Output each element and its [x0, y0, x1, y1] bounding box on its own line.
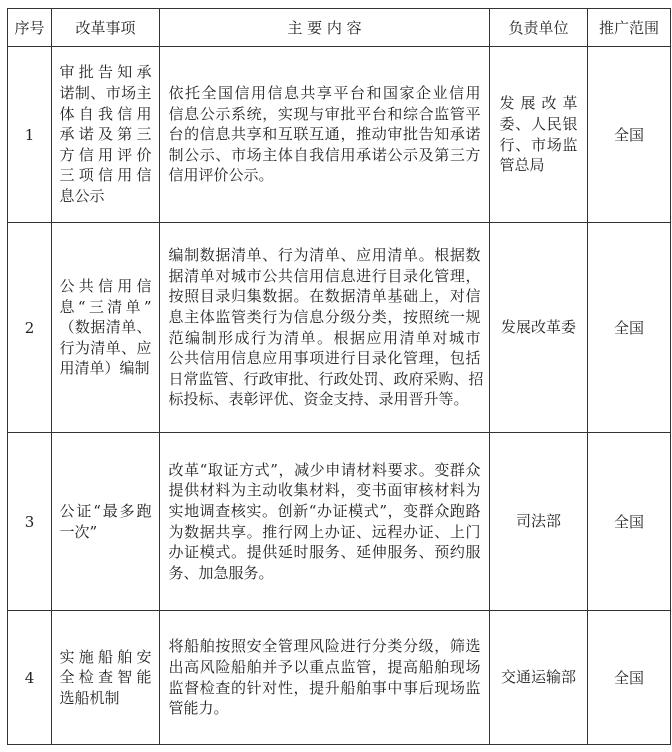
promotion-scope: 全国	[588, 223, 671, 433]
header-no: 序号	[8, 9, 52, 47]
responsible-dept	[490, 223, 588, 433]
main-content	[160, 433, 490, 611]
text-line: 管总局	[499, 156, 545, 175]
text-line: 发展改革委	[500, 318, 576, 337]
table-row	[8, 433, 671, 611]
text-line: 办证模式。提供延时服务、延伸服务、预约服	[168, 543, 481, 562]
reform-item	[52, 47, 160, 223]
text-line: 公证“最多跑	[59, 501, 152, 520]
text-line: （数据清单、	[59, 318, 152, 337]
text-line: 息“三清单”	[59, 297, 152, 316]
text-line: 管能力。	[168, 699, 229, 718]
text-line: 公共信用信息应用事项进行目录化管理，包括	[168, 349, 481, 368]
responsible-dept-lines	[500, 93, 578, 175]
header-dept: 负责单位	[490, 9, 588, 47]
table-row	[8, 47, 671, 223]
main-content-lines	[169, 460, 481, 584]
text-line: 提供材料为主动收集材料，变书面审核材料为	[168, 481, 481, 500]
main-content-lines	[169, 83, 481, 186]
text-line: 息主体监管类行为信息分级分类，按照统一规	[168, 307, 481, 326]
text-line: 体自我信用	[59, 104, 152, 123]
text-line: 实施船舶安	[59, 647, 152, 666]
reform-item-lines	[60, 62, 152, 206]
text-line: 交通运输部	[500, 668, 576, 687]
responsible-dept	[490, 611, 588, 745]
responsible-dept-lines	[500, 317, 578, 338]
text-line: 出高风险船舶并予以重点监管，提高船舶现场	[168, 657, 481, 676]
text-line: 据清单对城市公共信用信息进行目录化管理，	[168, 266, 481, 285]
text-line: 审批告知承	[59, 63, 152, 82]
header-scope: 推广范围	[588, 9, 671, 47]
reform-item	[52, 611, 160, 745]
text-line: 制公示、市场主体自我信用承诺公示及第三方	[168, 145, 481, 164]
text-line: 编制数据清单、行为清单、应用清单。根据数	[168, 246, 481, 265]
row-number: 4	[8, 611, 52, 745]
text-line: 承诺及第三	[59, 125, 152, 144]
header-item: 改革事项	[52, 9, 160, 47]
text-line: 按照目录归集数据。在数据清单基础上，对信	[168, 287, 481, 306]
row-number: 1	[8, 47, 52, 223]
text-line: 一次”	[59, 522, 98, 541]
header-row	[8, 9, 671, 47]
main-content	[160, 611, 490, 745]
text-line: 三项信用信	[59, 166, 152, 185]
text-line: 行为清单、应	[59, 338, 152, 357]
promotion-scope: 全国	[588, 47, 671, 223]
reform-item	[52, 223, 160, 433]
text-line: 日常监管、行政审批、行政处罚、政府采购、招	[168, 369, 484, 388]
main-content	[160, 223, 490, 433]
text-line: 监督检查的针对性，提升船舶事中事后现场监	[168, 678, 481, 697]
promotion-scope: 全国	[588, 433, 671, 611]
text-line: 信用评价公示。	[168, 166, 274, 185]
text-line: 息公示	[59, 186, 105, 205]
reform-item-lines	[60, 647, 152, 709]
text-line: 公共信用信	[59, 277, 152, 296]
reform-item	[52, 433, 160, 611]
text-line: 实地调查核实。创新“办证模式”，变群众跑路	[168, 501, 481, 520]
text-line: 范编制形成行为清单。根据应用清单对城市	[168, 328, 481, 347]
text-line: 务、加急服务。	[168, 563, 274, 582]
row-number: 3	[8, 433, 52, 611]
text-line: 用清单）编制	[59, 359, 150, 378]
text-line: 将船舶按照安全管理风险进行分类分级，筛选	[168, 637, 481, 656]
text-line: 委、人民银	[499, 114, 578, 133]
text-line: 发展改革	[499, 94, 578, 113]
text-line: 司法部	[515, 512, 561, 531]
reform-item-lines	[60, 276, 152, 379]
text-line: 方信用评价	[59, 145, 152, 164]
responsible-dept-lines	[500, 511, 578, 532]
responsible-dept	[490, 47, 588, 223]
text-line: 台的信息共享和互联互通，推动审批告知承诺	[168, 125, 481, 144]
row-number: 2	[8, 223, 52, 433]
text-line: 诺制、市场主	[59, 84, 152, 103]
main-content-lines	[168, 245, 484, 410]
text-line: 选船机制	[59, 688, 120, 707]
text-line: 行、市场监	[499, 135, 578, 154]
responsible-dept-lines	[500, 667, 578, 688]
table-row	[8, 223, 671, 433]
table-row	[8, 611, 671, 745]
text-line: 依托全国信用信息共享平台和国家企业信用	[168, 84, 481, 103]
main-content-lines	[169, 636, 481, 718]
text-line: 改革“取证方式”，减少申请材料要求。变群众	[168, 460, 481, 479]
responsible-dept	[490, 433, 588, 611]
header-content: 主 要 内 容	[160, 9, 490, 47]
reform-item-lines	[60, 501, 152, 542]
text-line: 全检查智能	[59, 668, 152, 687]
text-line: 标投标、表彰评优、资金支持、录用晋升等。	[168, 390, 469, 409]
main-content	[160, 47, 490, 223]
reform-table	[7, 8, 671, 745]
text-line: 为数据共享。推行网上办证、远程办证、上门	[168, 522, 481, 541]
promotion-scope: 全国	[588, 611, 671, 745]
text-line: 信息公示系统，实现与审批平台和综合监管平	[168, 104, 481, 123]
